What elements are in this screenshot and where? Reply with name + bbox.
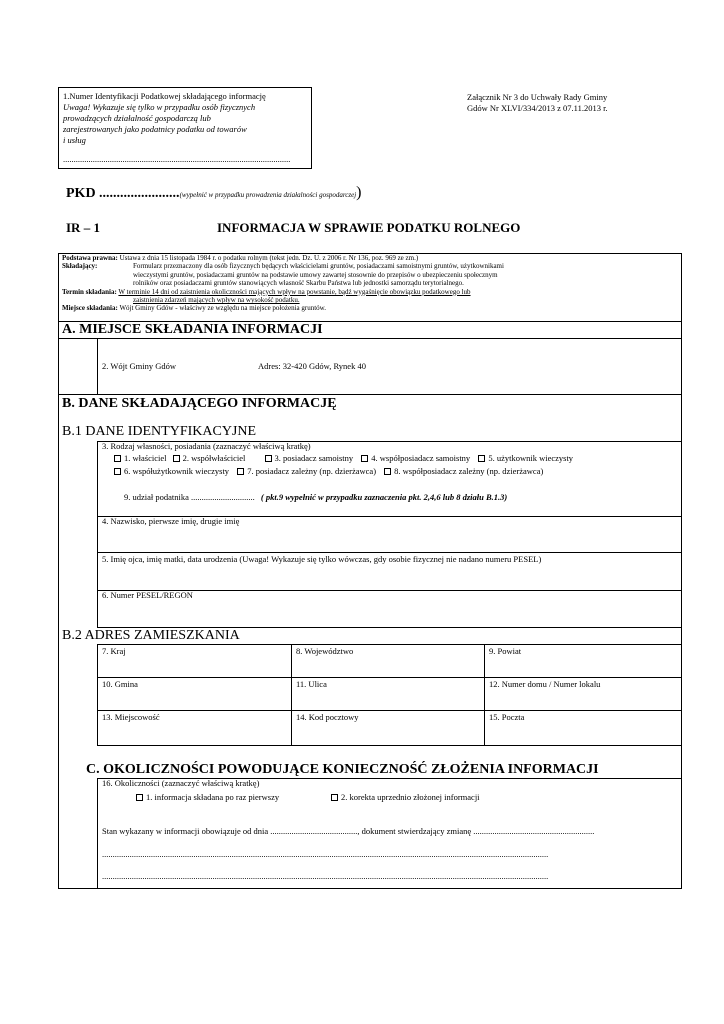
divider bbox=[97, 644, 98, 745]
checkbox[interactable] bbox=[478, 455, 485, 462]
section-b2-title: B.2 ADRES ZAMIESZKANIA bbox=[62, 628, 240, 643]
divider bbox=[97, 778, 98, 889]
dotted-line[interactable]: .................................................................................................................................................................................................................. bbox=[102, 849, 549, 859]
divider bbox=[484, 644, 485, 745]
checkbox[interactable] bbox=[384, 468, 391, 475]
divider bbox=[97, 745, 682, 746]
name-field[interactable]: 4. Nazwisko, pierwsze imię, drugie imię bbox=[102, 516, 240, 526]
option-independent-possessor[interactable]: 3. posiadacz samoistny bbox=[265, 453, 354, 463]
postal-code-field[interactable]: 14. Kod pocztowy bbox=[296, 712, 359, 722]
divider bbox=[97, 338, 98, 394]
nip-note-line: prowadzących działalność gospodarczą lub bbox=[63, 113, 211, 123]
option-co-perpetual-user[interactable]: 6. współużytkownik wieczysty bbox=[114, 466, 229, 476]
option-owner[interactable]: 1. właściciel bbox=[114, 453, 166, 463]
deadline-text: W terminie 14 dni od zaistnienia okoliczności mających wpływ na powstanie, bądź wygaśnięcie obowiązku podatkowego lub bbox=[118, 287, 471, 296]
nip-dots: ........................................................................................................... bbox=[63, 154, 291, 164]
section-b-title: B. DANE SKŁADAJĄCEGO INFORMACJĘ bbox=[62, 396, 337, 411]
ownership-options-row1 bbox=[114, 453, 573, 464]
filer-text: wieczystymi gruntów, posiadaczami gruntów na podstawie umowy zawartej stosownie do przepisów o ubezpieczeniu społecznym bbox=[133, 270, 498, 279]
checkbox[interactable] bbox=[237, 468, 244, 475]
nip-note-line: Uwaga! Wykazuje się tylko w przypadku osób fizycznych bbox=[63, 102, 256, 112]
deadline-text: zaistnienia zdarzeń mających wpływ na wysokość podatku. bbox=[133, 296, 300, 305]
legal-block bbox=[62, 254, 678, 313]
filer-text: rolników oraz posiadaczami gruntów stanowiących własność Skarbu Państwa lub jednostki samorządu terytorialnego. bbox=[133, 279, 464, 288]
filer-text: Formularz przeznaczony dla osób fizycznych będących właścicielami gruntów, posiadaczami samoistnymi gruntów, użytkownikami bbox=[133, 262, 504, 271]
annex-line: Załącznik Nr 3 do Uchwały Rady Gminy bbox=[467, 92, 608, 102]
dotted-line[interactable]: .................................................................................................................................................................................................................. bbox=[102, 871, 549, 881]
divider bbox=[58, 394, 682, 395]
nip-label: 1.Numer Identyfikacji Podatkowej składającego informację bbox=[63, 91, 266, 101]
section-a-title: A. MIEJSCE SKŁADANIA INFORMACJI bbox=[62, 322, 323, 337]
divider bbox=[97, 552, 682, 553]
deadline-label: Termin składania: bbox=[62, 287, 117, 296]
basis-text: Ustawa z dnia 15 listopada 1984 r. o podatku rolnym (tekst jedn. Dz. U. z 2006 r. Nr 136, poz. 969 ze zm.) bbox=[119, 254, 419, 262]
checkbox[interactable] bbox=[136, 794, 143, 801]
checkbox[interactable] bbox=[114, 468, 121, 475]
annex-line: Gdów Nr XLVI/334/2013 z 07.11.2013 r. bbox=[467, 103, 608, 113]
effective-date-line[interactable]: Stan wykazany w informacji obowiązuje od dnia ........................................., dokument stwierdzający zmianę ......................................................... bbox=[102, 826, 595, 836]
option-dependent-possessor[interactable]: 7. posiadacz zależny (np. dzierżawca) bbox=[237, 466, 376, 476]
nip-note-line: zarejestrowanych jako podatnicy podatku od towarów bbox=[63, 124, 247, 134]
checkbox[interactable] bbox=[361, 455, 368, 462]
share-field[interactable] bbox=[124, 492, 507, 503]
option-co-independent-possessor[interactable]: 4. współposiadacz samoistny bbox=[361, 453, 470, 463]
pkd-label: PKD ....................... bbox=[66, 186, 180, 201]
option-co-dependent-possessor[interactable]: 8. współposiadacz zależny (np. dzierżawca) bbox=[384, 466, 543, 476]
form-title: INFORMACJA W SPRAWIE PODATKU ROLNEGO bbox=[217, 220, 521, 235]
nip-box[interactable] bbox=[58, 87, 312, 169]
annex-note bbox=[467, 92, 608, 114]
place-label: Miejsce składania: bbox=[62, 304, 118, 313]
nip-note-line: i usług bbox=[63, 135, 86, 145]
divider bbox=[291, 644, 292, 745]
checkbox[interactable] bbox=[173, 455, 180, 462]
checkbox[interactable] bbox=[114, 455, 121, 462]
section-c-title: C. OKOLICZNOŚCI POWODUJĄCE KONIECZNOŚĆ ZŁOŻENIA INFORMACJI bbox=[86, 762, 599, 777]
option-correction[interactable]: 2. korekta uprzednio złożonej informacji bbox=[331, 792, 480, 803]
pkd-field[interactable] bbox=[66, 184, 362, 202]
option-perpetual-user[interactable]: 5. użytkownik wieczysty bbox=[478, 453, 573, 463]
voivodeship-field[interactable]: 8. Województwo bbox=[296, 646, 354, 656]
country-field[interactable]: 7. Kraj bbox=[102, 646, 126, 656]
parents-birthdate-field[interactable]: 5. Imię ojca, imię matki, data urodzenia (Uwaga! Wykazuje się tylko wówczas, gdy osobie fizycznej nie nadano numeru PESEL) bbox=[102, 554, 542, 564]
divider bbox=[97, 441, 98, 627]
form-code: IR – 1 bbox=[66, 220, 100, 235]
share-note: ( pkt.9 wypełnić w przypadku zaznaczenia pkt. 2,4,6 lub 8 działu B.1.3) bbox=[260, 492, 508, 502]
checkbox[interactable] bbox=[265, 455, 272, 462]
place-text: Wójt Gminy Gdów - właściwy ze względu na miejsce położenia gruntów. bbox=[119, 304, 327, 313]
divider bbox=[58, 338, 682, 339]
locality-field[interactable]: 13. Miejscowość bbox=[102, 712, 160, 722]
share-label: 9. udział podatnika .............................. bbox=[124, 492, 255, 502]
ownership-options-row2 bbox=[114, 466, 543, 477]
authority-address: Adres: 32-420 Gdów, Rynek 40 bbox=[258, 361, 366, 371]
county-field[interactable]: 9. Powiat bbox=[489, 646, 522, 656]
street-field[interactable]: 11. Ulica bbox=[296, 679, 327, 689]
circumstances-label: 16. Okoliczności (zaznaczyć właściwą kratkę) bbox=[102, 778, 260, 788]
house-number-field[interactable]: 12. Numer domu / Numer lokalu bbox=[489, 679, 601, 689]
commune-field[interactable]: 10. Gmina bbox=[102, 679, 138, 689]
divider bbox=[97, 710, 682, 711]
divider bbox=[97, 644, 682, 645]
authority-name: 2. Wójt Gminy Gdów bbox=[102, 361, 176, 371]
post-office-field[interactable]: 15. Poczta bbox=[489, 712, 525, 722]
divider bbox=[97, 677, 682, 678]
option-first-filing[interactable]: 1. informacja składana po raz pierwszy bbox=[136, 792, 279, 803]
pkd-note: (wypełnić w przypadku prowadzenia działalności gospodarczej bbox=[179, 191, 357, 199]
checkbox[interactable] bbox=[331, 794, 338, 801]
ownership-type-label: 3. Rodzaj własności, posiadania (zaznaczyć właściwą kratkę) bbox=[102, 441, 311, 451]
pesel-field[interactable]: 6. Numer PESEL/REGON bbox=[102, 590, 193, 600]
basis-label: Podstawa prawna: bbox=[62, 254, 118, 262]
pkd-paren: ) bbox=[356, 184, 362, 201]
section-b1-title: B.1 DANE IDENTYFIKACYJNE bbox=[62, 424, 257, 439]
option-co-owner[interactable]: 2. współwłaściciel bbox=[173, 453, 246, 463]
filer-label: Składający: bbox=[62, 262, 98, 271]
